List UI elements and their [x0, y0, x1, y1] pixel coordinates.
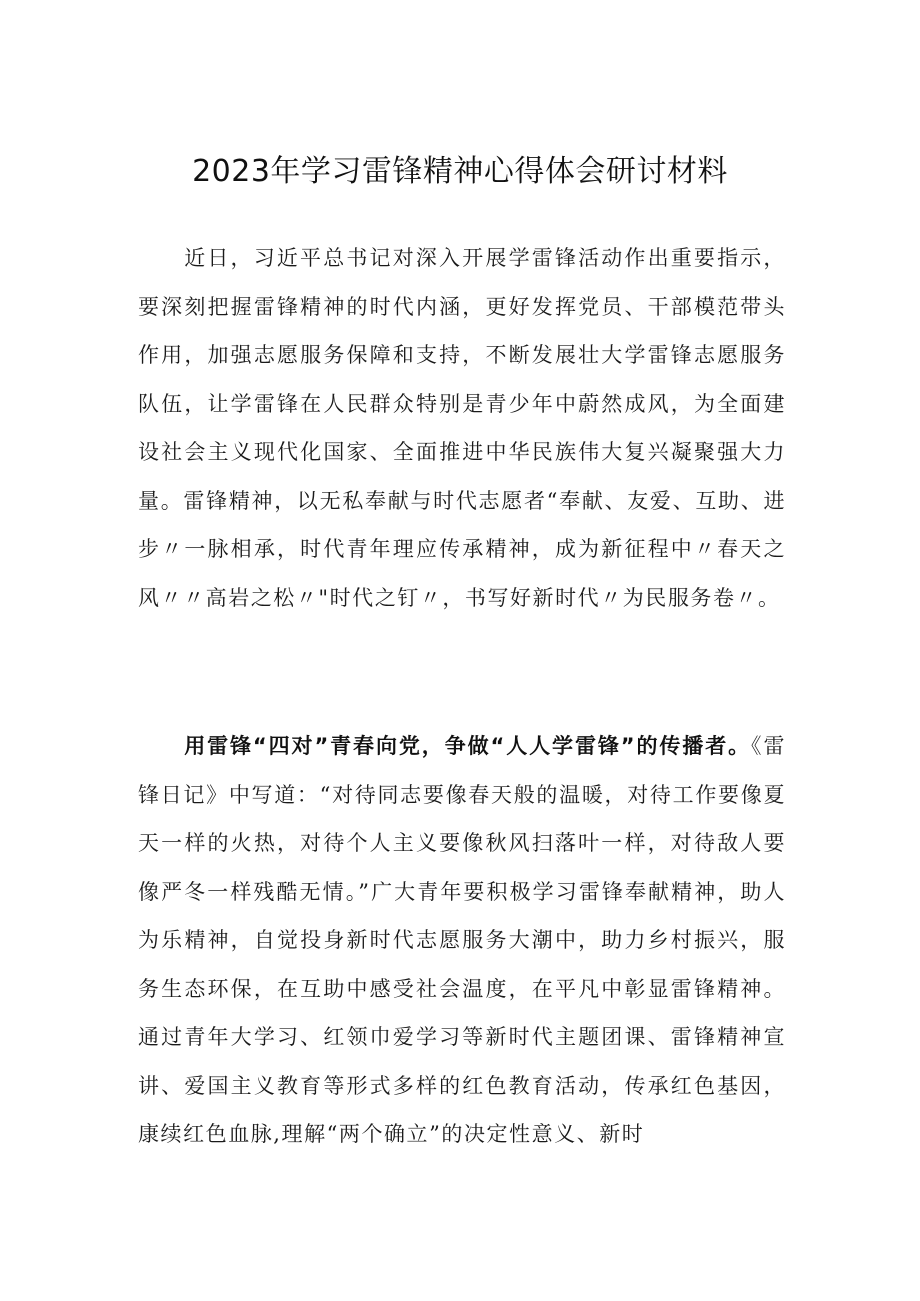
paragraph-section-1-text: 《雷锋日记》中写道：“对待同志要像春天般的温暖，对待工作要像夏天一样的火热，对待个人主义要像秋风扫落叶一样，对待敌人要像严冬一样残酷无情。”广大青年要积极学习雷锋奉献精神，助人为乐精神，自觉投身新时代志愿服务大潮中，助力乡村振兴，服务生态环保，在互助中感受社会温度，在平凡中彰显雷锋精神。通过青年大学习、红领巾爱学习等新时代主题团课、雷锋精神宣讲、爱国主义教育等形式多样的红色教育活动，传承红色基因，康续红色血脉,理解“两个确立”的决定性意义、新时 [138, 734, 786, 1146]
paragraph-intro-text: 近日，习近平总书记对深入开展学雷锋活动作出重要指示，要深刻把握雷锋精神的时代内涵，更好发挥党员、干部模范带头作用，加强志愿服务保障和支持，不断发展壮大学雷锋志愿服务队伍，让学雷锋在人民群众特别是青少年中蔚然成风，为全面建设社会主义现代化国家、全面推进中华民族伟大复兴凝聚强大力量。雷锋精神，以无私奉献与时代志愿者“奉献、友爱、互助、进步〃一脉相承，时代青年理应传承精神，成为新征程中〃春天之风〃〃高岩之松〃"时代之钉〃，书写好新时代〃为民服务卷〃。 [138, 246, 786, 610]
paragraph-intro [138, 234, 786, 622]
paragraph-section-1-heading: 用雷锋“四对”青春向党，争做“人人学雷锋”的传播者。 [184, 734, 752, 758]
document-title: 2023年学习雷锋精神心得体会研讨材料 [192, 154, 728, 189]
paragraph-section-1 [138, 722, 786, 1159]
